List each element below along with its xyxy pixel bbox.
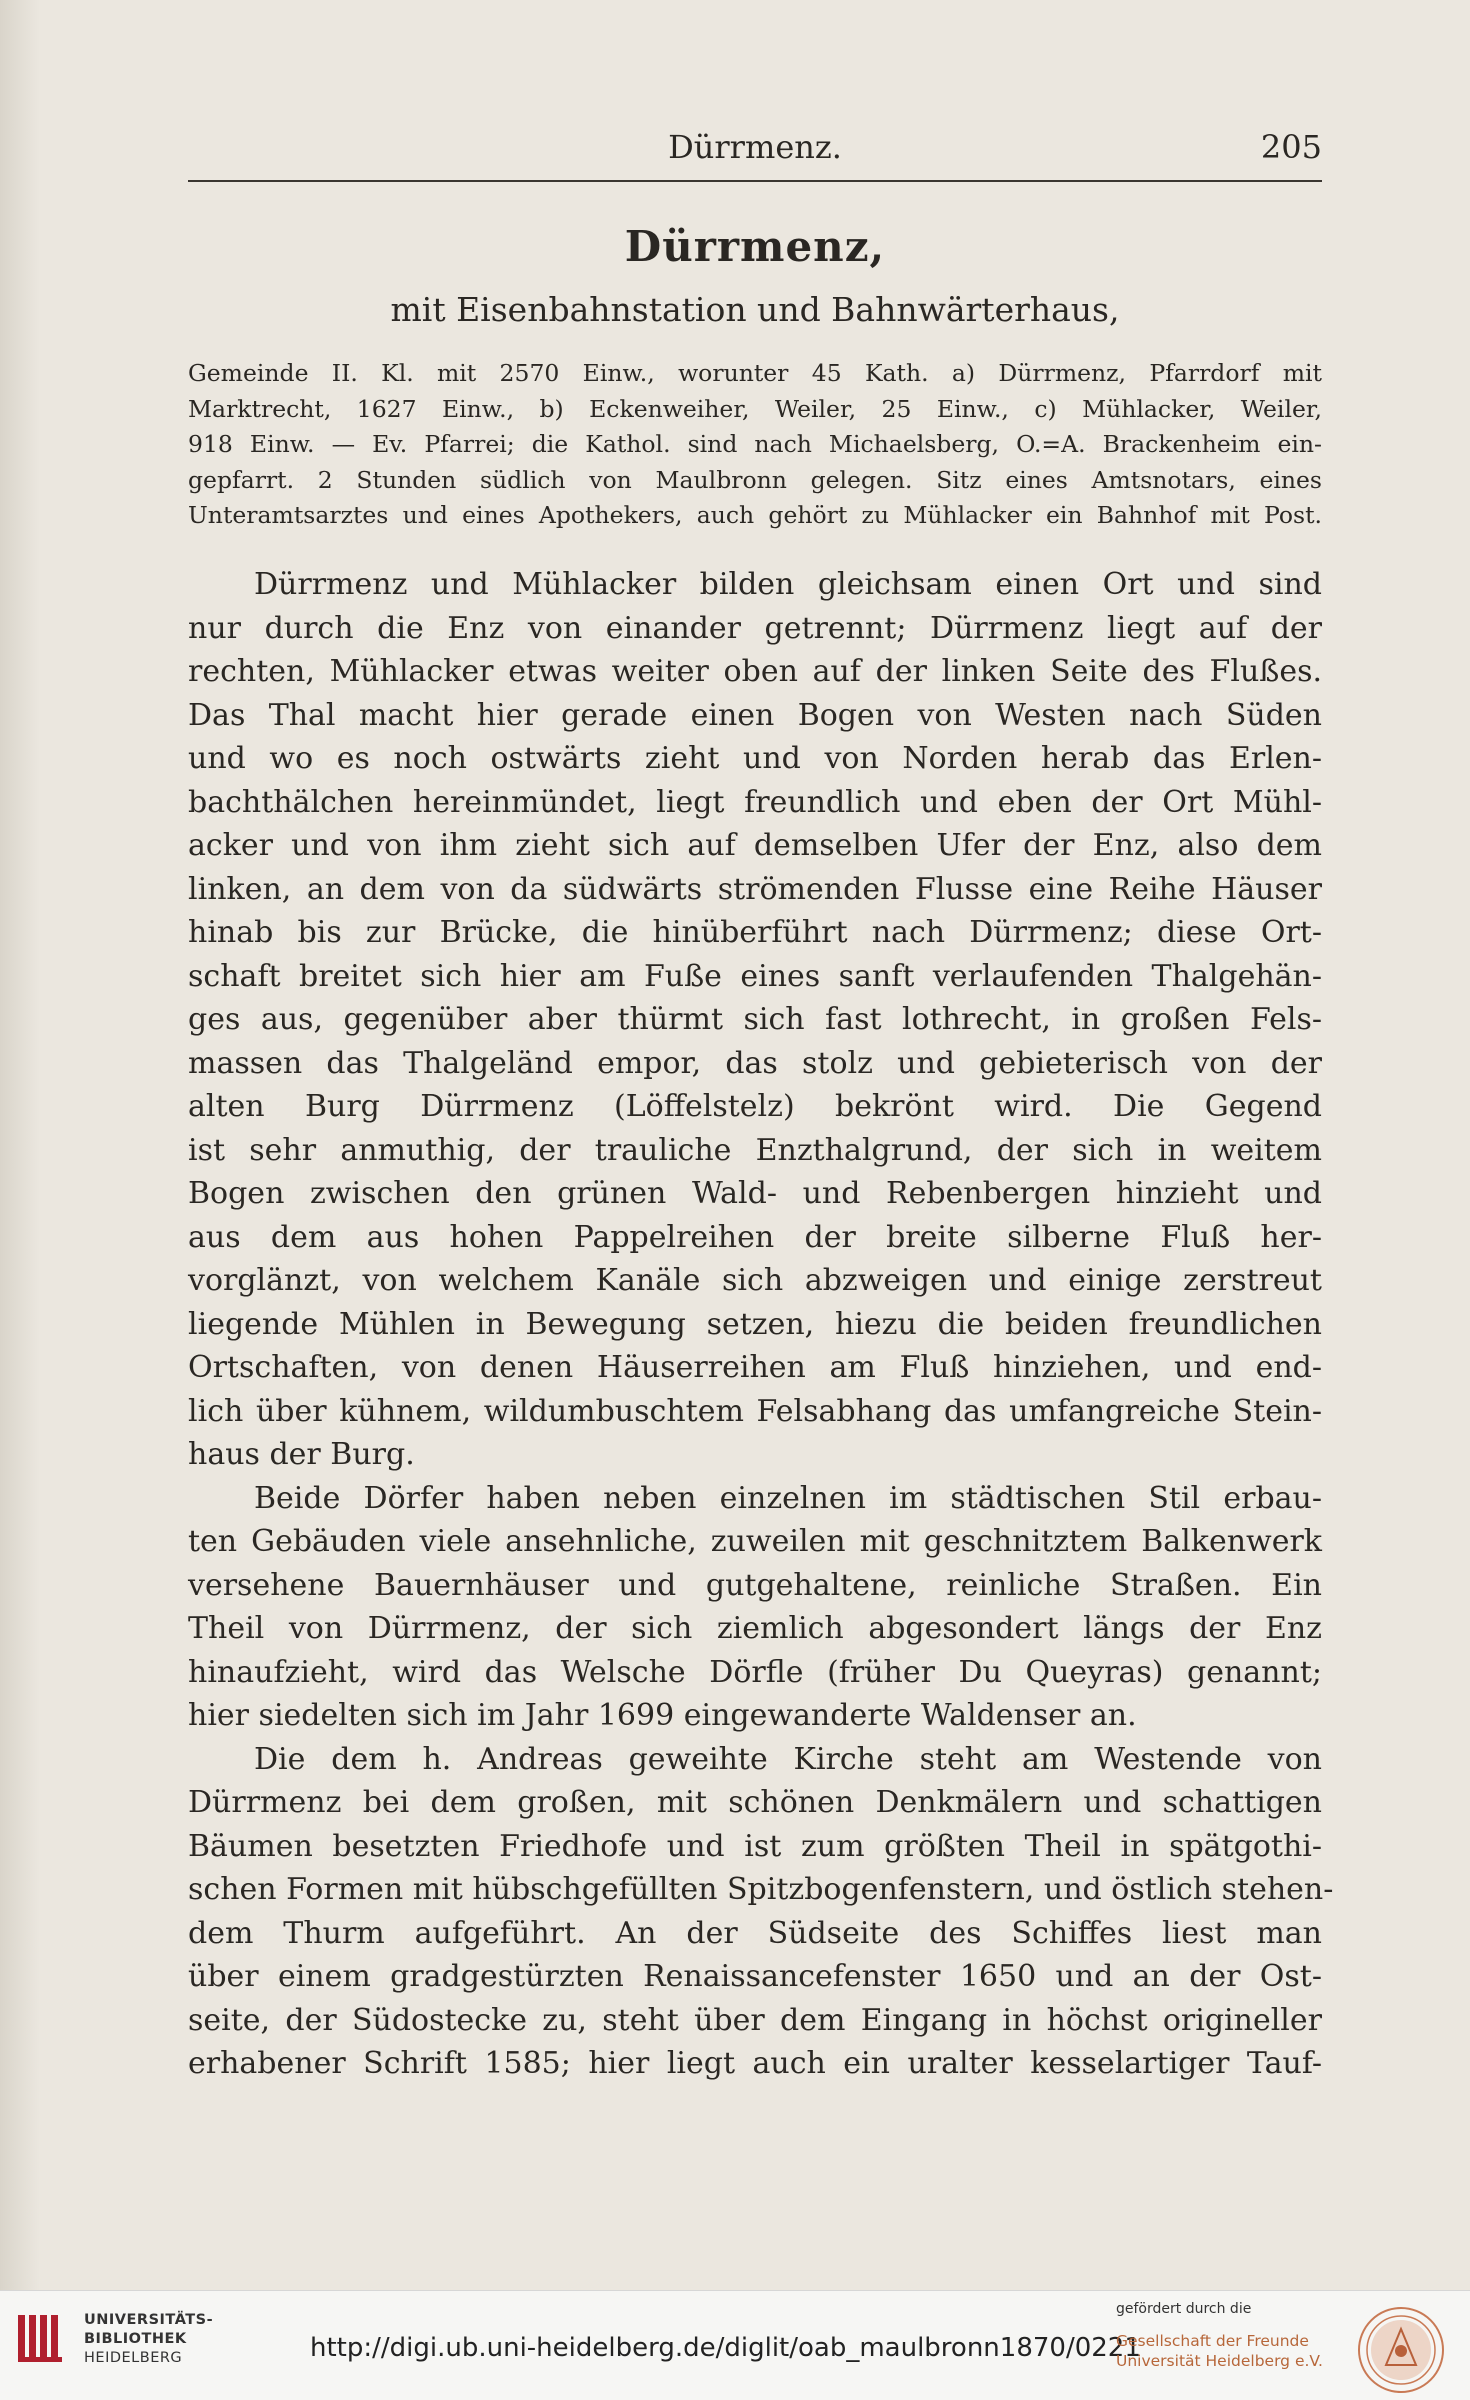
body-line: ten Gebäuden viele ansehnliche, zuweilen mit geschnitztem Balkenwerk: [188, 1524, 1322, 1559]
summary-line: Gemeinde II. Kl. mit 2570 Einw., worunter 45 Kath. a) Dürrmenz, Pfarrdorf mit: [188, 359, 1322, 387]
body-line: alten Burg Dürrmenz (Löffelstelz) bekrönt wird. Die Gegend: [188, 1089, 1322, 1124]
body-line: erhabener Schrift 1585; hier liegt auch ein uralter kesselartiger Tauf-: [188, 2046, 1322, 2081]
summary-line: Unteramtsarztes und eines Apothekers, auch gehört zu Mühlacker ein Bahnhof mit Post.: [188, 501, 1322, 529]
body-line: schaft breitet sich hier am Fuße eines sanft verlaufenden Thalgehän-: [188, 958, 1322, 994]
body-line: vorglänzt, von welchem Kanäle sich abzweigen und einige zerstreut: [188, 1263, 1322, 1298]
library-name-line: HEIDELBERG: [84, 2350, 183, 2366]
library-logo-icon: [12, 2307, 74, 2369]
library-name-line: UNIVERSITÄTS-: [84, 2312, 214, 2328]
library-name-line: BIBLIOTHEK: [84, 2331, 187, 2347]
body-line: linken, an dem von da südwärts strömenden Flusse eine Reihe Häuser: [188, 871, 1322, 907]
sponsor-name-line: Gesellschaft der Freunde: [1116, 2332, 1309, 2350]
summary-line: 918 Einw. — Ev. Pfarrei; die Kathol. sind nach Michaelsberg, O.=A. Brackenheim ein-: [188, 430, 1322, 458]
university-seal-icon: [1356, 2305, 1446, 2395]
body-line: aus dem aus hohen Pappelreihen der breite silberne Fluß her-: [188, 1219, 1322, 1255]
body-line: und wo es noch ostwärts zieht und von Norden herab das Erlen-: [188, 741, 1322, 776]
sponsor-name: [1116, 2331, 1336, 2371]
body-line: Die dem h. Andreas geweihte Kirche steht am Westende von: [254, 1741, 1322, 1777]
page-number: 205: [1260, 128, 1322, 166]
sponsor-note: gefördert durch die: [1116, 2301, 1252, 2317]
body-text: [188, 563, 1334, 2086]
body-line: versehene Bauernhäuser und gutgehaltene, reinliche Straßen. Ein: [188, 1567, 1322, 1603]
summary-line: Marktrecht, 1627 Einw., b) Eckenweiher, Weiler, 25 Einw., c) Mühlacker, Weiler,: [188, 394, 1322, 423]
body-line: über einem gradgestürzten Renaissancefenster 1650 und an der Ost-: [188, 1959, 1322, 1994]
entry-title: Dürrmenz,: [624, 222, 886, 271]
body-line: hinab bis zur Brücke, die hinüberführt nach Dürrmenz; diese Ort-: [188, 915, 1322, 950]
body-line: Theil von Dürrmenz, der sich ziemlich abgesondert längs der Enz: [188, 1611, 1322, 1646]
viewer-footer: [0, 2290, 1470, 2400]
body-line: Dürrmenz bei dem großen, mit schönen Denkmälern und schattigen: [188, 1785, 1322, 1820]
body-line: schen Formen mit hübschgefüllten Spitzbogenfenstern, und östlich stehen-: [188, 1872, 1334, 1907]
body-line: Das Thal macht hier gerade einen Bogen von Westen nach Süden: [188, 697, 1322, 733]
body-line: bachthälchen hereinmündet, liegt freundlich und eben der Ort Mühl-: [188, 784, 1322, 820]
body-line: Bäumen besetzten Friedhofe und ist zum größten Theil in spätgothi-: [188, 1828, 1322, 1864]
page-edge-shadow: [0, 0, 40, 2290]
body-line: Ortschaften, von denen Häuserreihen am Fluß hinziehen, und end-: [188, 1350, 1322, 1385]
summary-line: gepfarrt. 2 Stunden südlich von Maulbronn gelegen. Sitz eines Amtsnotars, eines: [188, 465, 1322, 494]
running-title: Dürrmenz.: [668, 128, 842, 166]
body-line: massen das Thalgeländ empor, das stolz und gebieterisch von der: [188, 1045, 1322, 1081]
body-line: Beide Dörfer haben neben einzelnen im städtischen Stil erbau-: [254, 1480, 1322, 1516]
body-line: hier siedelten sich im Jahr 1699 eingewanderte Waldenser an.: [188, 1698, 1137, 1733]
body-line: dem Thurm aufgeführt. An der Südseite des Schiffes liest man: [188, 1915, 1322, 1951]
summary-paragraph: [188, 356, 1322, 534]
body-line: seite, der Südostecke zu, steht über dem Eingang in höchst origineller: [188, 2002, 1322, 2038]
body-line: hinaufzieht, wird das Welsche Dörfle (früher Du Queyras) genannt;: [188, 1654, 1322, 1690]
body-line: lich über kühnem, wildumbuschtem Felsabhang das umfangreiche Stein-: [188, 1393, 1322, 1429]
library-name: [84, 2311, 213, 2368]
body-line: ges aus, gegenüber aber thürmt sich fast lothrecht, in großen Fels-: [188, 1002, 1322, 1037]
body-line: nur durch die Enz von einander getrennt; Dürrmenz liegt auf der: [188, 610, 1322, 646]
running-head: [188, 128, 1322, 168]
sponsor-name-line: Universität Heidelberg e.V.: [1116, 2352, 1323, 2370]
body-line: acker und von ihm zieht sich auf demselben Ufer der Enz, also dem: [188, 828, 1322, 863]
permalink-url[interactable]: http://digi.ub.uni-heidelberg.de/diglit/oab_maulbronn1870/0221: [310, 2333, 1141, 2363]
body-line: haus der Burg.: [188, 1437, 415, 1472]
entry-subtitle: mit Eisenbahnstation und Bahnwärterhaus,: [390, 290, 1120, 329]
body-line: liegende Mühlen in Bewegung setzen, hiezu die beiden freundlichen: [188, 1306, 1322, 1342]
body-line: Bogen zwischen den grünen Wald- und Rebenbergen hinzieht und: [188, 1176, 1322, 1211]
header-rule: [188, 180, 1322, 182]
body-line: Dürrmenz und Mühlacker bilden gleichsam einen Ort und sind: [254, 567, 1322, 602]
body-line: ist sehr anmuthig, der trauliche Enzthalgrund, der sich in weitem: [188, 1132, 1322, 1168]
body-line: rechten, Mühlacker etwas weiter oben auf der linken Seite des Flußes.: [188, 654, 1322, 689]
